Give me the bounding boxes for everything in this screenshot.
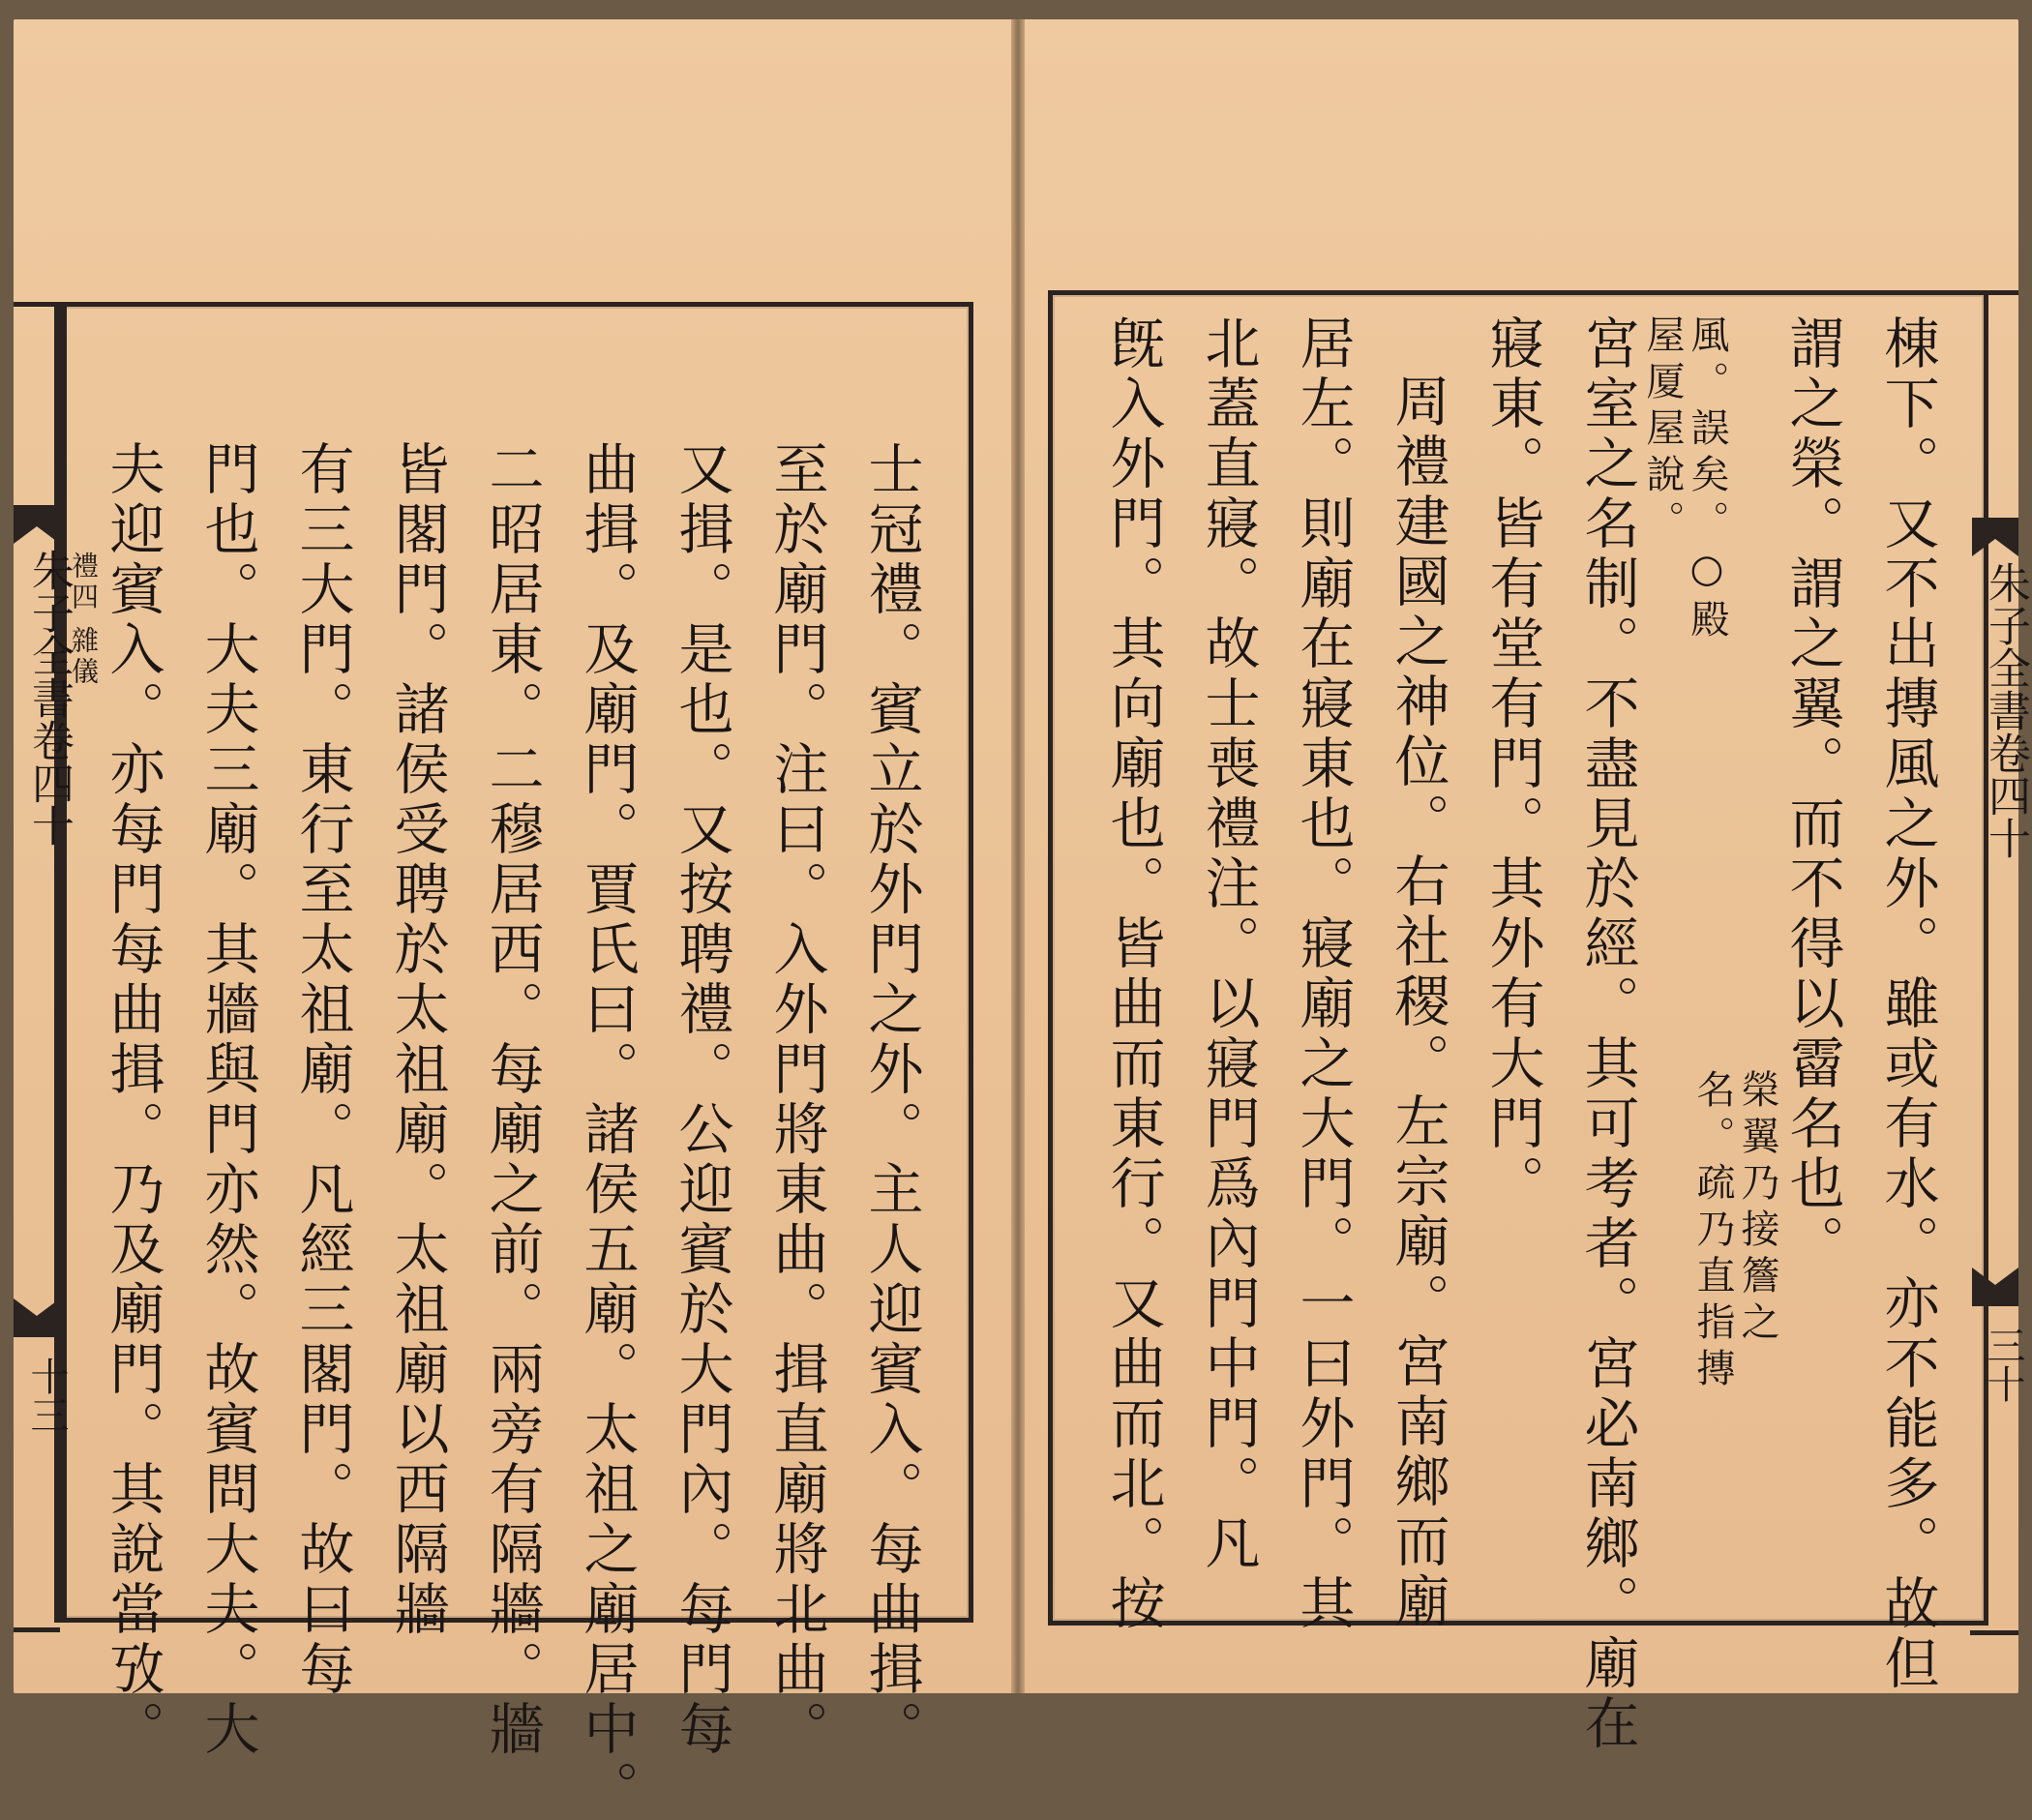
right-note-line-4: 屋厦屋說。 bbox=[1640, 314, 1685, 547]
fish-tail-lower-mark bbox=[14, 1298, 60, 1337]
right-banxin-book-title: 朱子全書卷四十 bbox=[1981, 561, 2030, 859]
left-banxin-page-number: 十三 bbox=[24, 1357, 69, 1434]
left-text-column-5: 二昭居東。二穆居西。每廟之前。兩旁有隔牆。牆 bbox=[480, 440, 544, 1760]
book-gutter bbox=[1011, 19, 1025, 1693]
left-text-column-7: 有三大門。東行至太祖廟。凡經三閣門。故曰每 bbox=[290, 440, 354, 1700]
right-text-column-6: 居左。則廟在寢東也。寢廟之大門。一曰外門。其 bbox=[1291, 314, 1355, 1634]
right-text-column-4: 寢東。皆有堂有門。其外有大門。 bbox=[1480, 314, 1544, 1214]
right-banxin-page-number: 三十 bbox=[1981, 1326, 2025, 1403]
left-text-column-1: 士冠禮。賓立於外門之外。主人迎賓入。每曲揖。 bbox=[859, 440, 923, 1760]
left-banxin-book-title: 朱子全書卷四十 bbox=[24, 549, 74, 847]
right-note-line-1: 榮翼乃接簷之 bbox=[1735, 1069, 1779, 1348]
right-text-column-1: 棟下。又不出摶風之外。雖或有水。亦不能多。故但 bbox=[1875, 314, 1939, 1694]
left-text-column-9: 夫迎賓入。亦每門每曲揖。乃及廟門。其說當攷。 bbox=[101, 440, 164, 1760]
left-text-column-6: 皆閣門。諸侯受聘於太祖廟。太祖廟以西隔牆 bbox=[385, 440, 449, 1640]
right-text-column-2: 謂之榮。謂之翼。而不得以霤名也。 bbox=[1780, 314, 1844, 1274]
left-text-column-4: 曲揖。及廟門。賈氏曰。諸侯五廟。太祖之廟居中。 bbox=[575, 440, 639, 1820]
left-text-column-8: 門也。大夫三廟。其牆與門亦然。故賓問大夫。大 bbox=[195, 440, 259, 1760]
left-banxin-section: 禮四 雜儀 bbox=[68, 552, 100, 688]
right-fish-tail-upper-mark bbox=[1972, 518, 2018, 556]
fish-tail-upper-mark bbox=[14, 505, 60, 544]
left-banxin-strip bbox=[14, 302, 74, 1632]
right-fish-tail-lower-mark bbox=[1972, 1268, 2018, 1306]
right-text-column-3: 宮室之名制。不盡見於經。其可考者。宮必南鄉。廟在 bbox=[1575, 314, 1639, 1754]
right-text-column-5: 周禮建國之神位。右社稷。左宗廟。宮南鄉而廟 bbox=[1386, 373, 1449, 1632]
left-text-column-3: 又揖。是也。又按聘禮。公迎賓於大門內。每門每 bbox=[670, 440, 733, 1760]
right-text-column-8: 旣入外門。其向廟也。皆曲而東行。又曲而北。按 bbox=[1101, 314, 1165, 1634]
right-note-line-3: 風。誤矣。○殿 bbox=[1685, 314, 1729, 645]
right-banxin-strip bbox=[1970, 290, 2030, 1635]
left-text-column-2: 至於廟門。注曰。入外門將東曲。揖直廟將北曲。 bbox=[764, 440, 828, 1760]
right-text-column-7: 北蓋直寢。故士喪禮注。以寢門爲內門中門。凡 bbox=[1196, 314, 1260, 1574]
right-note-line-2: 名。疏乃直指摶 bbox=[1690, 1069, 1735, 1394]
